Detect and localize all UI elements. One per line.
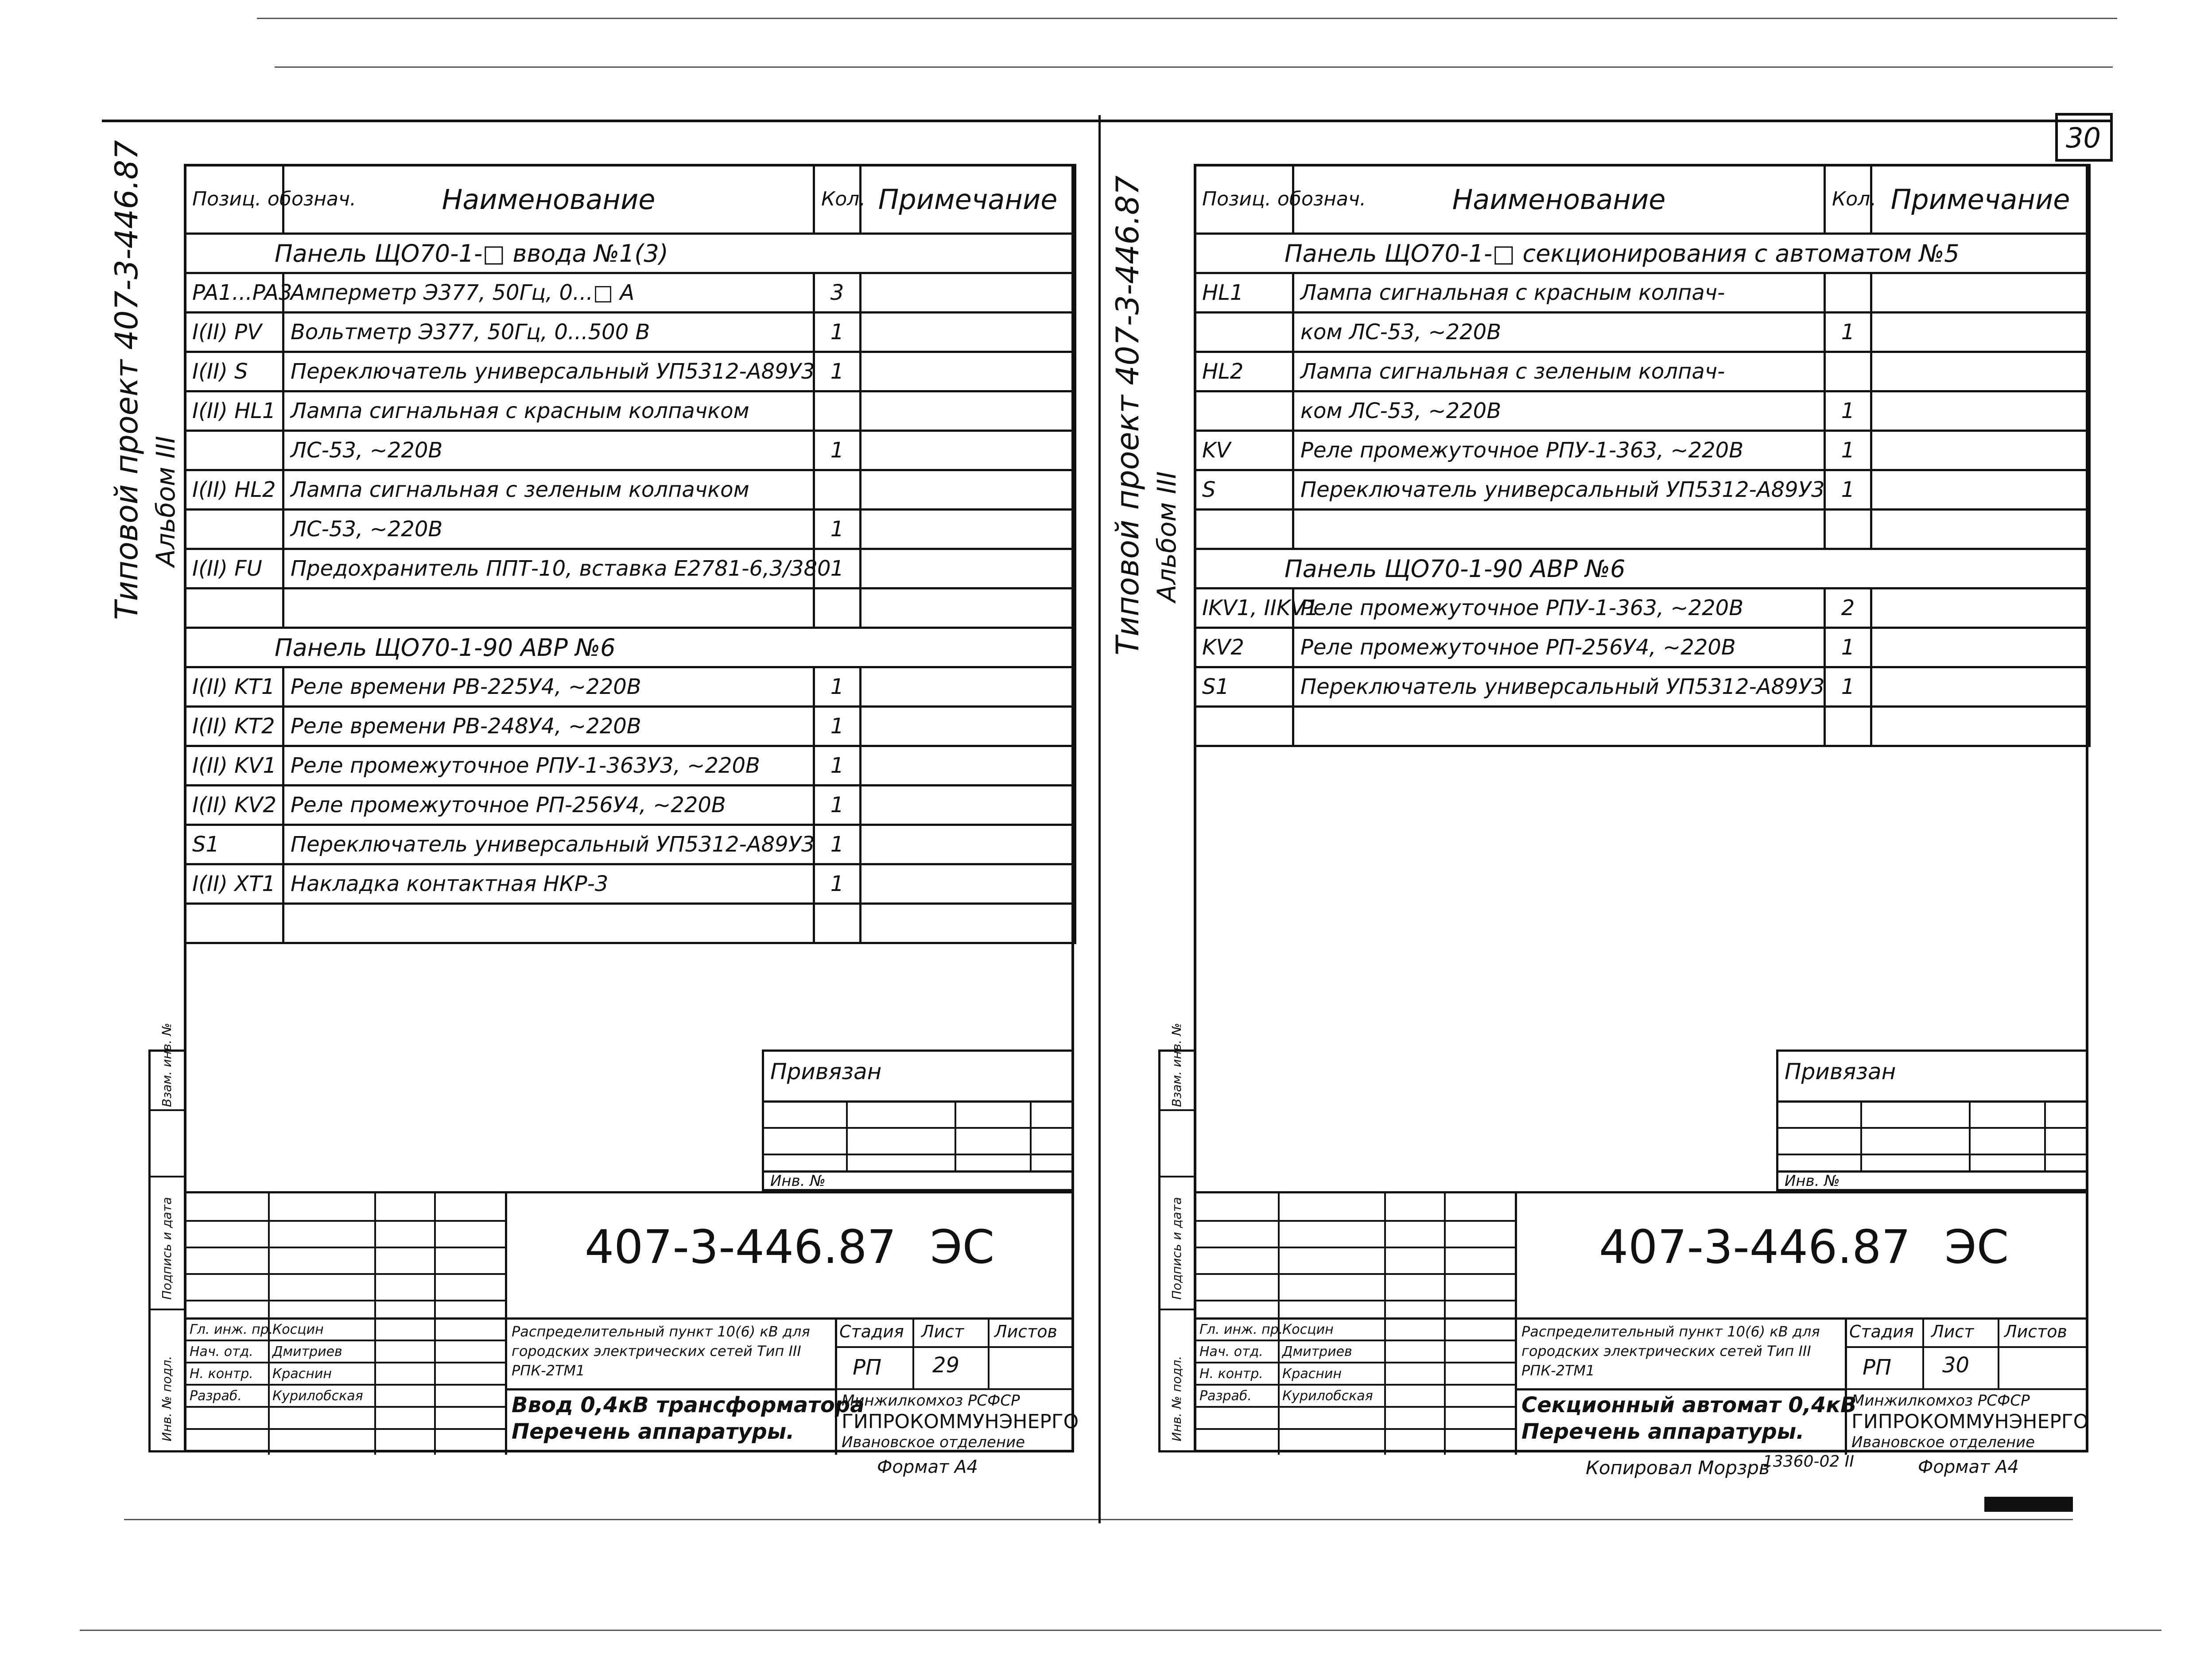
row-position: I(II) KT1 (185, 667, 283, 707)
row-note (861, 589, 1075, 628)
sheet-header: Лист (1931, 1322, 1974, 1341)
row-name: Реле промежуточное РП-256У4, ~220В (283, 786, 814, 825)
row-position: I(II) KV2 (185, 786, 283, 825)
table-row (185, 707, 1075, 746)
table-row (1195, 707, 2090, 746)
row-qty (1825, 707, 1871, 746)
row-position: I(II) S (185, 352, 283, 391)
doc-description: Распределительный пункт 10(6) кВ для городских электрических сетей Тип III РПК-2ТМ1 (512, 1323, 810, 1379)
center-divider (1098, 115, 1101, 1523)
row-name: Реле времени РВ-225У4, ~220В (283, 667, 814, 707)
table-row (185, 431, 1075, 470)
row-name: Переключатель универсальный УП5312-А89У3 (283, 352, 814, 391)
signer-role: Разраб. (1199, 1388, 1252, 1404)
row-qty: 1 (1825, 431, 1871, 470)
title-line1: Секционный автомат 0,4кВ (1521, 1393, 1857, 1417)
group-heading: Панель ЩО70-1-□ ввода №1(3) (185, 234, 1075, 273)
row-qty: 1 (1825, 391, 1871, 431)
order-number: 13360-02 II (1763, 1452, 1854, 1471)
row-name (283, 589, 814, 628)
row-position: IKV1, IIKV1 (1195, 589, 1293, 628)
row-name (1293, 510, 1825, 549)
row-position (185, 510, 283, 549)
privyazan-block (762, 1049, 1074, 1191)
privyazan-label: Привязан (1785, 1059, 1896, 1084)
row-qty: 1 (1825, 313, 1871, 352)
signer-name: Косцин (1282, 1322, 1334, 1337)
table-row (185, 628, 1075, 667)
left-spec-table (184, 164, 1076, 944)
row-position: I(II) FU (185, 549, 283, 589)
side-label-podpis: Подпись и дата (159, 1197, 174, 1300)
row-position: I(II) KV1 (185, 746, 283, 786)
org-line3: Ивановское отделение (842, 1433, 1025, 1451)
group-heading: Панель ЩО70-1-90 АВР №6 (1195, 549, 2090, 589)
row-note (861, 391, 1075, 431)
table-row (1195, 234, 2090, 273)
signer-role: Нач. отд. (190, 1344, 253, 1359)
row-position: I(II) HL1 (185, 391, 283, 431)
stage-header: Стадия (839, 1322, 904, 1341)
row-name: ЛС-53, ~220В (283, 431, 814, 470)
table-header-row (185, 165, 1075, 234)
signer-role: Гл. инж. пр. (190, 1322, 273, 1337)
signer-name: Краснин (272, 1366, 332, 1382)
signer-name: Курилобская (272, 1388, 363, 1404)
signer-name: Курилобская (1282, 1388, 1373, 1404)
header-name: Наименование (1293, 165, 1825, 234)
side-label-inv: Инв. № подл. (159, 1355, 174, 1441)
row-note (861, 549, 1075, 589)
side-label-inv: Инв. № подл. (1169, 1355, 1184, 1441)
row-qty: 1 (814, 667, 861, 707)
row-qty (1825, 273, 1871, 313)
signer-role: Разраб. (190, 1388, 242, 1404)
inv-label: Инв. № (1785, 1172, 1840, 1190)
row-name: Реле времени РВ-248У4, ~220В (283, 707, 814, 746)
row-note (1871, 352, 2090, 391)
doc-mark: ЭС (930, 1220, 995, 1274)
row-note (1871, 589, 2090, 628)
format-label: Формат А4 (1918, 1457, 2019, 1477)
row-name: Переключатель универсальный УП5312-А89У3 (1293, 470, 1825, 510)
org-line2: ГИПРОКОММУНЭНЕРГО (842, 1410, 1079, 1433)
row-name: ком ЛС-53, ~220В (1293, 391, 1825, 431)
row-position (185, 904, 283, 943)
row-name: Лампа сигнальная с зеленым колпач- (1293, 352, 1825, 391)
scan-rule (275, 66, 2113, 68)
table-row (185, 391, 1075, 431)
format-label: Формат А4 (877, 1457, 978, 1477)
side-label-podpis: Подпись и дата (1169, 1197, 1184, 1300)
stage-header: Стадия (1849, 1322, 1914, 1341)
sheets-header: Листов (994, 1322, 1057, 1341)
group-heading: Панель ЩО70-1-90 АВР №6 (185, 628, 1075, 667)
sheets-header: Листов (2004, 1322, 2067, 1341)
row-name: Реле промежуточное РПУ-1-363У3, ~220В (283, 746, 814, 786)
signer-name: Краснин (1282, 1366, 1342, 1382)
signer-role: Н. контр. (1199, 1366, 1263, 1382)
row-position: KV (1195, 431, 1293, 470)
header-qty: Кол. (814, 165, 861, 234)
signer-role: Н. контр. (190, 1366, 253, 1382)
top-border (102, 120, 2113, 122)
row-position (1195, 391, 1293, 431)
doc-description: Распределительный пункт 10(6) кВ для городских электрических сетей Тип III РПК-2ТМ1 (1521, 1323, 1820, 1379)
row-position: I(II) PV (185, 313, 283, 352)
row-name: Лампа сигнальная с красным колпачком (283, 391, 814, 431)
table-row (185, 549, 1075, 589)
row-name: ком ЛС-53, ~220В (1293, 313, 1825, 352)
scan-mark (1984, 1497, 2073, 1512)
left-vertical-album: Альбом III (151, 436, 181, 567)
row-note (861, 470, 1075, 510)
org-line2: ГИПРОКОММУНЭНЕРГО (1851, 1410, 2089, 1433)
table-row (1195, 589, 2090, 628)
row-name: Лампа сигнальная с красным колпач- (1293, 273, 1825, 313)
table-row (1195, 628, 2090, 667)
row-note (861, 904, 1075, 943)
org-line1: Минжилкомхоз РСФСР (1851, 1392, 2030, 1410)
row-name: Реле промежуточное РПУ-1-363, ~220В (1293, 431, 1825, 470)
signer-role: Нач. отд. (1199, 1344, 1263, 1359)
signer-name: Дмитриев (1282, 1344, 1352, 1359)
row-name: Накладка контактная НКР-3 (283, 864, 814, 904)
row-qty: 1 (814, 746, 861, 786)
row-note (1871, 431, 2090, 470)
row-qty (814, 904, 861, 943)
table-row (1195, 549, 2090, 589)
table-row (185, 470, 1075, 510)
right-rows (1195, 234, 2090, 746)
header-qty: Кол. (1825, 165, 1871, 234)
row-position: S (1195, 470, 1293, 510)
header-pos: Позиц. обознач. (1195, 165, 1293, 234)
table-header-row (1195, 165, 2090, 234)
org-line3: Ивановское отделение (1851, 1433, 2035, 1451)
side-label-vzam: Взам. инв. № (159, 1022, 174, 1107)
header-note: Примечание (861, 165, 1075, 234)
row-note (1871, 628, 2090, 667)
row-position: HL2 (1195, 352, 1293, 391)
row-name: ЛС-53, ~220В (283, 510, 814, 549)
row-qty: 1 (814, 786, 861, 825)
stage-value: РП (1863, 1355, 1892, 1380)
table-row (185, 864, 1075, 904)
row-note (861, 707, 1075, 746)
row-qty (814, 391, 861, 431)
row-note (1871, 510, 2090, 549)
mid-vertical-album: Альбом III (1152, 471, 1182, 602)
row-qty (814, 470, 861, 510)
left-side-stamp (148, 1022, 186, 1452)
table-row (1195, 431, 2090, 470)
row-note (1871, 391, 2090, 431)
stage-value: РП (853, 1355, 882, 1380)
row-qty: 1 (814, 313, 861, 352)
row-position: S1 (1195, 667, 1293, 707)
row-position (185, 431, 283, 470)
table-row (185, 825, 1075, 864)
row-name: Предохранитель ППТ-10, вставка Е2781-6,3/380 (283, 549, 814, 589)
row-note (1871, 667, 2090, 707)
table-row (185, 667, 1075, 707)
right-side-stamp (1158, 1022, 1196, 1452)
left-rows (185, 234, 1075, 943)
row-position (185, 589, 283, 628)
table-row (1195, 667, 2090, 707)
right-title-block (1194, 1191, 2088, 1452)
row-qty: 1 (1825, 667, 1871, 707)
title-line2: Перечень аппаратуры. (1521, 1419, 1805, 1444)
row-qty: 3 (814, 273, 861, 313)
row-note (861, 786, 1075, 825)
row-note (861, 864, 1075, 904)
doc-number: 407-3-446.87 (1599, 1220, 1911, 1274)
row-position (1195, 707, 1293, 746)
title-line2: Перечень аппаратуры. (512, 1419, 795, 1444)
row-qty: 1 (1825, 470, 1871, 510)
table-row (185, 746, 1075, 786)
row-note (861, 352, 1075, 391)
left-title-block (184, 1191, 1079, 1452)
table-row (185, 786, 1075, 825)
right-spec-table (1194, 164, 2091, 747)
row-note (1871, 273, 2090, 313)
sheet-value: 30 (1942, 1353, 1970, 1378)
row-qty: 1 (814, 707, 861, 746)
row-name: Амперметр Э377, 50Гц, 0...□ А (283, 273, 814, 313)
table-row (185, 904, 1075, 943)
row-name: Лампа сигнальная с зеленым колпачком (283, 470, 814, 510)
row-qty: 1 (1825, 628, 1871, 667)
doc-number: 407-3-446.87 (585, 1220, 896, 1274)
row-position (1195, 510, 1293, 549)
row-qty: 1 (814, 510, 861, 549)
row-qty (1825, 510, 1871, 549)
row-position: KV2 (1195, 628, 1293, 667)
row-note (861, 510, 1075, 549)
row-position: PA1...PA3 (185, 273, 283, 313)
row-qty (1825, 352, 1871, 391)
row-name (1293, 707, 1825, 746)
signer-name: Косцин (272, 1322, 324, 1337)
header-pos: Позиц. обознач. (185, 165, 283, 234)
mid-vertical-title: Типовой проект 407-3-446.87 (1110, 175, 1146, 655)
privyazan-label: Привязан (770, 1059, 882, 1084)
inv-label: Инв. № (770, 1172, 826, 1190)
group-heading: Панель ЩО70-1-□ секционирования с автоматом №5 (1195, 234, 2090, 273)
row-note (861, 825, 1075, 864)
table-row (185, 510, 1075, 549)
row-name (283, 904, 814, 943)
header-note: Примечание (1871, 165, 2090, 234)
row-name: Вольтметр Э377, 50Гц, 0...500 В (283, 313, 814, 352)
row-position: S1 (185, 825, 283, 864)
row-name: Переключатель универсальный УП5312-А89У3 (283, 825, 814, 864)
left-vertical-title: Типовой проект 407-3-446.87 (109, 140, 145, 620)
doc-mark: ЭС (1944, 1220, 2009, 1274)
table-row (1195, 510, 2090, 549)
row-qty: 1 (814, 549, 861, 589)
signer-role: Гл. инж. пр. (1199, 1322, 1283, 1337)
row-qty: 1 (814, 352, 861, 391)
copied-by: Копировал Морзрв (1586, 1457, 1770, 1479)
row-position (1195, 313, 1293, 352)
row-note (861, 273, 1075, 313)
side-label-vzam: Взам. инв. № (1169, 1022, 1184, 1107)
table-row (185, 273, 1075, 313)
row-qty: 1 (814, 825, 861, 864)
table-row (185, 234, 1075, 273)
row-position: I(II) KT2 (185, 707, 283, 746)
row-note (861, 667, 1075, 707)
table-row (1195, 391, 2090, 431)
row-note (1871, 313, 2090, 352)
signer-name: Дмитриев (272, 1344, 342, 1359)
title-line1: Ввод 0,4кВ трансформатора (512, 1393, 865, 1417)
header-name: Наименование (283, 165, 814, 234)
row-position: HL1 (1195, 273, 1293, 313)
scan-rule (80, 1630, 2162, 1631)
row-name: Реле промежуточное РПУ-1-363, ~220В (1293, 589, 1825, 628)
table-row (1195, 470, 2090, 510)
row-note (1871, 470, 2090, 510)
row-qty: 1 (814, 864, 861, 904)
row-note (861, 746, 1075, 786)
row-note (1871, 707, 2090, 746)
table-row (185, 352, 1075, 391)
table-row (1195, 352, 2090, 391)
table-row (1195, 313, 2090, 352)
page-number-box (2055, 113, 2113, 162)
row-qty: 1 (814, 431, 861, 470)
row-position: I(II) HL2 (185, 470, 283, 510)
row-qty (814, 589, 861, 628)
org-line1: Минжилкомхоз РСФСР (842, 1392, 1020, 1410)
row-note (861, 431, 1075, 470)
table-row (1195, 273, 2090, 313)
table-row (185, 313, 1075, 352)
table-row (185, 589, 1075, 628)
sheet-value: 29 (932, 1353, 960, 1378)
privyazan-block (1776, 1049, 2088, 1191)
row-position: I(II) XT1 (185, 864, 283, 904)
row-note (861, 313, 1075, 352)
row-qty: 2 (1825, 589, 1871, 628)
scan-rule (257, 18, 2117, 19)
row-name: Переключатель универсальный УП5312-А89У3 (1293, 667, 1825, 707)
row-name: Реле промежуточное РП-256У4, ~220В (1293, 628, 1825, 667)
sheet-header: Лист (921, 1322, 964, 1341)
page-number: 30 (2066, 122, 2101, 154)
